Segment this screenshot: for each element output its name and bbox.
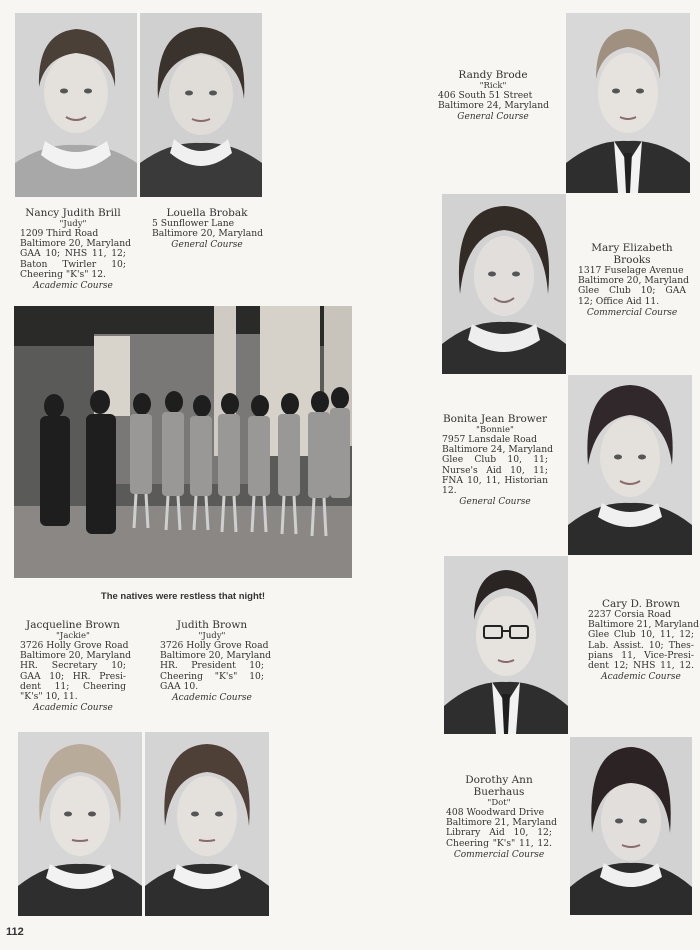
student-entry-randy-brode bbox=[438, 69, 548, 123]
entry-line: dent 12; NHS 11, 12. bbox=[588, 660, 694, 672]
entry-line: 5 Sunflower Lane bbox=[152, 218, 235, 229]
entry-line: Library Aid 10, 12; bbox=[446, 827, 552, 839]
entry-line: HR. President 10; bbox=[160, 660, 264, 672]
student-entry-judith-brown bbox=[160, 619, 272, 704]
entry-line: 406 South 51 Street bbox=[438, 90, 533, 101]
student-course: Commercial Course bbox=[453, 849, 545, 860]
entry-line: Baltimore 20, Maryland bbox=[160, 650, 272, 662]
student-nickname: "Bonnie" bbox=[476, 425, 514, 435]
entry-line: Baltimore 20, Maryland bbox=[20, 650, 132, 662]
entry-line: GAA 10; NHS 11, 12; bbox=[20, 248, 126, 260]
student-course: General Course bbox=[459, 497, 531, 508]
student-nickname: "Jackie" bbox=[56, 631, 90, 641]
entry-line: Baltimore 24, Maryland bbox=[442, 444, 554, 456]
student-entry-cary-brown bbox=[588, 598, 700, 683]
entry-line: 3726 Holly Grove Road bbox=[20, 640, 129, 651]
student-name-line1: Dorothy Ann bbox=[465, 774, 533, 786]
student-name-line2: Buerhaus bbox=[473, 786, 525, 798]
entry-line: Baltimore 21, Maryland bbox=[446, 817, 558, 829]
student-name: Judith Brown bbox=[176, 619, 248, 631]
entry-line: 1317 Fuselage Avenue bbox=[578, 265, 684, 276]
portrait-dorothy-buerhaus bbox=[570, 737, 692, 915]
entry-line: Nurse's Aid 10, 11; bbox=[442, 464, 548, 476]
student-entry-louella-brobak bbox=[152, 207, 262, 251]
entry-line: Baltimore 20, Maryland bbox=[152, 228, 264, 240]
portrait-louella-brobak bbox=[140, 13, 262, 197]
entry-line: Baltimore 24, Maryland bbox=[438, 100, 550, 112]
student-course: Commercial Course bbox=[586, 307, 678, 318]
entry-line: Glee Club 10, 11; bbox=[442, 454, 548, 466]
student-name: Nancy Judith Brill bbox=[25, 207, 121, 219]
entry-line: Cheering "K's" 11, 12. bbox=[446, 837, 552, 849]
entry-line: GAA 10; HR. Presi- bbox=[20, 670, 126, 682]
entry-line: 3726 Holly Grove Road bbox=[160, 640, 269, 651]
student-name: Jacqueline Brown bbox=[26, 619, 120, 631]
student-entry-dorothy-buerhaus bbox=[446, 774, 558, 860]
entry-line: GAA 10. bbox=[160, 680, 199, 692]
student-nickname: "Judy" bbox=[59, 219, 87, 229]
portrait-mary-brooks bbox=[442, 194, 566, 374]
entry-line: Glee Club 10; GAA bbox=[578, 285, 686, 297]
group-photo-caption: The natives were restless that night! bbox=[100, 591, 266, 602]
dance-group-photo bbox=[14, 306, 352, 578]
entry-line: Cheering "K's" 12. bbox=[20, 268, 106, 280]
student-name-line2: Brooks bbox=[613, 254, 651, 266]
entry-line: Baltimore 21, Maryland bbox=[588, 619, 700, 631]
page-number: 112 bbox=[6, 926, 24, 938]
entry-line: FNA 10, 11, Historian bbox=[442, 474, 548, 486]
entry-line: pians 11, Vice-Presi- bbox=[588, 649, 694, 661]
student-course: Academic Course bbox=[601, 672, 681, 683]
student-nickname: "Rick" bbox=[479, 81, 507, 91]
entry-line: dent 11; Cheering bbox=[20, 680, 126, 692]
entry-line: 12. bbox=[442, 485, 457, 497]
student-name: Louella Brobak bbox=[166, 207, 248, 219]
student-name: Cary D. Brown bbox=[601, 598, 681, 610]
portrait-jacqueline-brown bbox=[18, 732, 142, 916]
student-course: General Course bbox=[171, 240, 243, 251]
entry-line: "K's" 10, 11. bbox=[20, 691, 78, 703]
student-entry-nancy-brill bbox=[20, 207, 132, 292]
student-entry-jacqueline-brown bbox=[20, 619, 132, 714]
student-course: Academic Course bbox=[33, 281, 113, 292]
entry-line: 2237 Corsia Road bbox=[588, 609, 672, 620]
student-name: Randy Brode bbox=[458, 69, 528, 81]
student-nickname: "Dot" bbox=[487, 798, 511, 808]
student-name: Bonita Jean Brower bbox=[442, 413, 548, 425]
entry-line: 1209 Third Road bbox=[20, 228, 99, 239]
student-nickname: "Judy" bbox=[198, 631, 226, 641]
student-course: Academic Course bbox=[172, 693, 252, 704]
student-course: General Course bbox=[457, 112, 529, 123]
portrait-cary-brown bbox=[444, 556, 568, 734]
portrait-bonita-brower bbox=[568, 375, 692, 555]
student-name-line1: Mary Elizabeth bbox=[591, 242, 673, 254]
portrait-nancy-brill bbox=[15, 13, 137, 197]
portrait-judith-brown bbox=[145, 732, 269, 916]
entry-line: 12; Office Aid 11. bbox=[578, 295, 660, 307]
entry-line: 408 Woodward Drive bbox=[446, 807, 545, 818]
entry-line: Cheering "K's" 10; bbox=[160, 670, 264, 682]
entry-line: Glee Club 10, 11, 12; bbox=[588, 629, 694, 641]
entry-line: Baltimore 20, Maryland bbox=[578, 275, 690, 287]
student-course: Academic Course bbox=[33, 703, 113, 714]
entry-line: Baltimore 20, Maryland bbox=[20, 238, 132, 250]
student-entry-mary-brooks bbox=[578, 242, 690, 318]
entry-line: Baton Twirler 10; bbox=[20, 258, 126, 270]
student-entry-bonita-brower bbox=[442, 413, 554, 508]
entry-line: 7957 Lansdale Road bbox=[442, 434, 537, 445]
entry-line: HR. Secretary 10; bbox=[20, 660, 126, 672]
entry-line: Lab. Assist. 10; Thes- bbox=[588, 639, 694, 651]
portrait-randy-brode bbox=[566, 13, 690, 193]
